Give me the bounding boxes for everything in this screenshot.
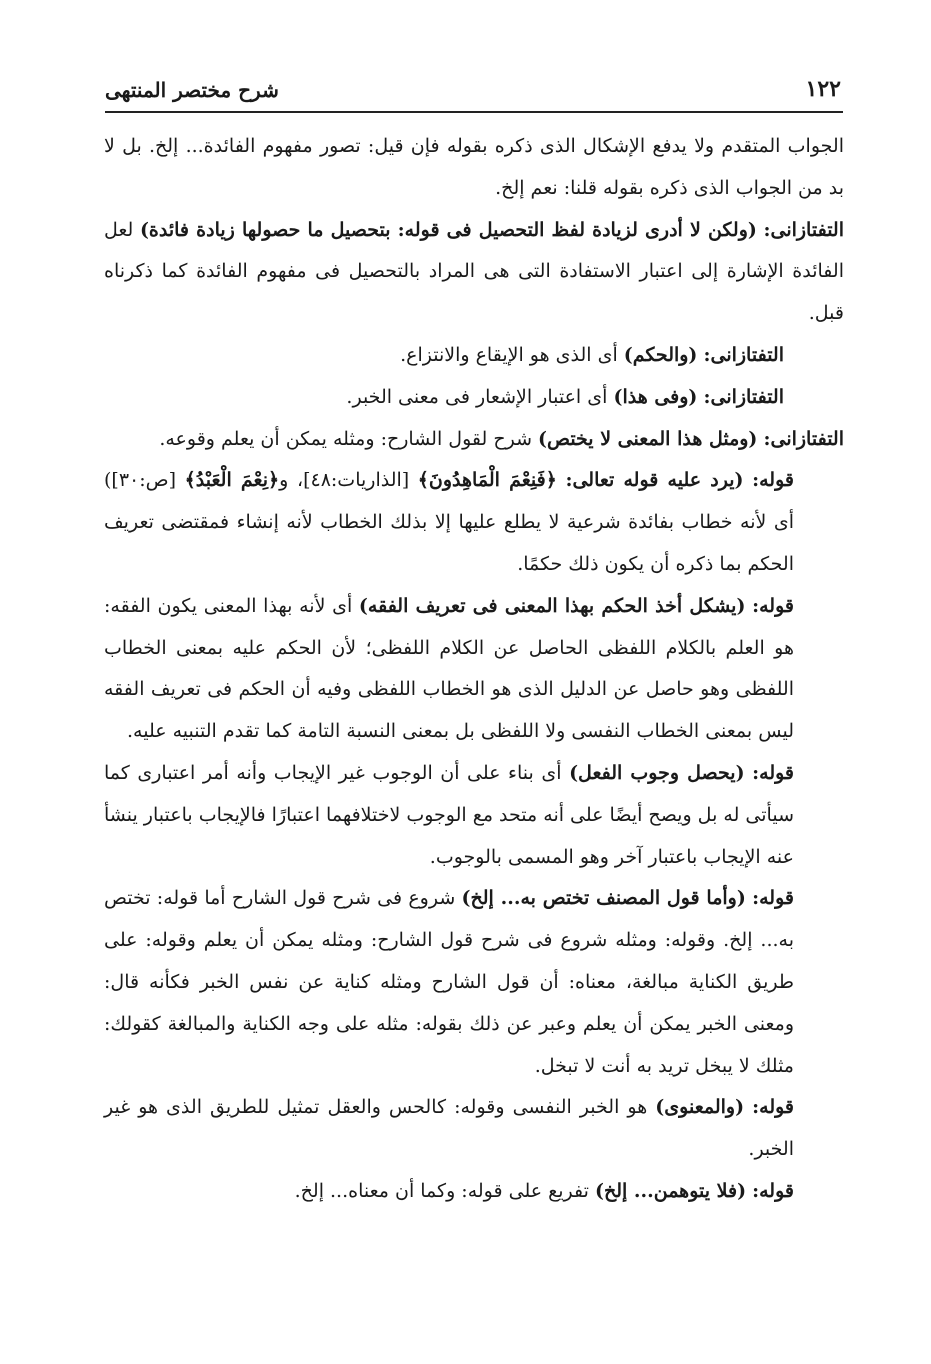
conjunction: و [279, 469, 289, 492]
paragraph-label: قوله: [752, 887, 794, 910]
paragraph-text: أى الذى هو الإيقاع والانتزاع. [400, 343, 618, 366]
paragraph-text: الجواب المتقدم ولا يدفع الإشكال الذى ذكره بقوله فإن قيل: تصور مفهوم الفائدة... إلخ. بل لا بد من الجواب الذى ذكره بقوله قلنا: نعم إلخ. [104, 135, 844, 199]
quoted-phrase: (يرد عليه قوله تعالى: [565, 469, 744, 492]
paragraph-label: قوله: [752, 594, 794, 617]
quran-verse: ﴿فَنِعْمَ الْمَاهِدُونَ﴾ [417, 469, 557, 492]
page-number: ١٢٢ [805, 76, 841, 102]
paragraph-text: لعل الفائدة الإشارة إلى اعتبار الاستفادة التى هى المراد بالتحصيل فى مفهوم الفائدة كما ذكرناه قبل. [104, 218, 844, 325]
paragraph [104, 419, 844, 461]
paragraph-text: أى بناء على أن الوجوب غير الإيجاب وأنه أمر اعتبارى كما سيأتى له بل ويصح أيضًا على أنه متحد مع الوجوب لاختلافهما اعتبارًا فالإيجاب باعتبار ينشأ عنه الإيجاب باعتبار آخر وهو المسمى بالوجوب. [104, 761, 794, 868]
paragraph [104, 126, 844, 210]
paragraph [104, 753, 844, 878]
paragraph-text: هو الخبر النفسى وقوله: كالحس والعقل تمثيل للطريق الذى هو غير الخبر. [104, 1096, 794, 1161]
paragraph [104, 377, 844, 419]
paragraph-text: تفريع على قوله: وكما أن معناه... إلخ. [294, 1179, 589, 1202]
verse-reference: [الذاريات:٤٨]، [296, 469, 410, 492]
verse-reference: [ص:٣٠]) [104, 469, 177, 492]
paragraph [104, 586, 844, 753]
quoted-phrase: (وفى هذا) [613, 385, 698, 408]
paragraph-text: أى لأنه خطاب بفائدة شرعية لا يطلع عليها إلا بذلك الخطاب لأنه إنشاء فمقتضى تعريف الحكم بما ذكره أن يكون ذلك حكمًا. [104, 511, 794, 575]
quran-verse: ﴿نِعْمَ الْعَبْدُ﴾ [184, 469, 280, 492]
quoted-phrase: (ولكن لا أدرى لزيادة لفظ التحصيل فى قوله: بتحصيل ما حصولها زيادة فائدة) [139, 218, 757, 241]
paragraph [104, 460, 844, 585]
running-title: شرح مختصر المنتهى [105, 78, 279, 102]
paragraph-label: التفتازانى: [763, 218, 844, 241]
paragraph [104, 1087, 844, 1171]
quoted-phrase: (يشكل أخذ الحكم بهذا المعنى فى تعريف الفقه) [358, 594, 746, 617]
paragraph [104, 1171, 844, 1213]
paragraph-label: التفتازانى: [703, 343, 784, 366]
header-rule [105, 111, 843, 113]
quoted-phrase: (يحصل وجوب الفعل) [569, 761, 745, 784]
page-header [105, 74, 841, 104]
paragraph-text: شروع فى شرح قول الشارح أما قوله: تختص به... إلخ. وقوله: ومثله شروع فى شرح قول الشارح: ومثله يمكن أن يعلم وقوله: على طريق الكناية مبالغة، معناه: أن قول الشارح ومثله كناية عن نفس الخبر فكأنه قال: ومعنى الخبر يمكن أن يعلم وعبر عن ذلك بقوله: مثله على وجه الكناية والمبالغة كقولك: مثلك لا يبخل تريد به أنت لا تبخل. [104, 887, 794, 1077]
paragraph-text: شرح لقول الشارح: ومثله يمكن أن يعلم وقوعه. [159, 427, 532, 450]
paragraph-label: قوله: [752, 1096, 795, 1119]
quoted-phrase: (وأما قول المصنف تختص به... إلخ) [461, 887, 746, 910]
paragraph-label: قوله: [752, 1179, 794, 1202]
paragraph-label: التفتازانى: [703, 385, 784, 408]
paragraph [104, 878, 844, 1087]
paragraph-label: التفتازانى: [763, 427, 844, 450]
paragraph-text: أى لأنه بهذا المعنى يكون الفقه: هو العلم بالكلام اللفظى الحاصل عن الكلام اللفظى؛ لأن الحكم عليه بمعنى الخطاب اللفظى وهو حاصل عن الدليل الذى هو الخطاب اللفظى وفيه أن الحكم فى تعريف الفقه ليس بمعنى الخطاب النفسى ولا اللفظى بل بمعنى النسبة التامة كما تقدم التنبيه عليه. [104, 594, 794, 743]
main-text [104, 126, 844, 1213]
paragraph-label: قوله: [752, 761, 795, 784]
quoted-phrase: (فلا يتوهمن... إلخ) [594, 1179, 747, 1202]
quoted-phrase: (والحكم) [623, 343, 698, 366]
quoted-phrase: (ومثل هذا المعنى لا يختص) [538, 427, 758, 450]
quoted-phrase: (والمعنوى) [655, 1096, 745, 1119]
paragraph-text: أى اعتبار الإشعار فى معنى الخبر. [346, 385, 608, 408]
paragraph-label: قوله: [752, 469, 794, 492]
paragraph [104, 210, 844, 335]
paragraph [104, 335, 844, 377]
